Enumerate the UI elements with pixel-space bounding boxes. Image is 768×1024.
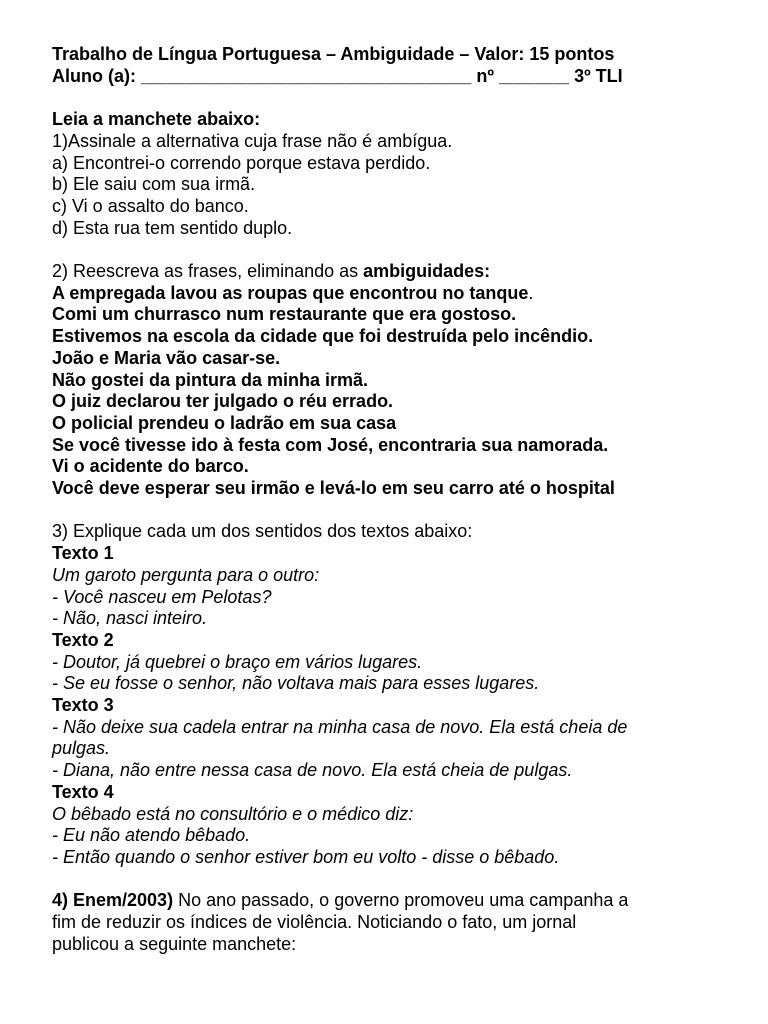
spacer	[52, 87, 728, 109]
q3-text-line: - Não, nasci inteiro.	[52, 608, 208, 629]
q3-text-line: - Você nasceu em Pelotas?	[52, 586, 272, 607]
q4-line: fim de reduzir os índices de violência. Noticiando o fato, um jornal	[52, 912, 577, 933]
q2-sentence-text: A empregada lavou as roupas que encontrou no tanque	[52, 282, 529, 303]
student-line	[52, 66, 728, 88]
q4-label: 4) Enem/2003)	[52, 890, 174, 911]
q3-text-line: pulgas.	[52, 738, 111, 759]
q2-sentence: Você deve esperar seu irmão e levá-lo em seu carro até o hospital	[52, 478, 615, 499]
q2-question-prefix: 2) Reescreva as frases, eliminando as	[52, 261, 359, 281]
q2-sentence: O policial prendeu o ladrão em sua casa	[52, 412, 397, 433]
spacer	[52, 239, 728, 261]
q1-option-b: b) Ele saiu com sua irmã.	[52, 174, 256, 195]
q3-question: 3) Explique cada um dos sentidos dos textos abaixo:	[52, 521, 473, 542]
q2-sentence: Se você tivesse ido à festa com José, encontraria sua namorada.	[52, 434, 609, 455]
q3-text-title: Texto 2	[52, 629, 114, 650]
q4-line: publicou a seguinte manchete:	[52, 933, 297, 954]
q1-intro: Leia a manchete abaixo:	[52, 109, 261, 130]
student-label: Aluno (a):	[52, 65, 136, 86]
q3-text-title: Texto 1	[52, 543, 114, 564]
q1-option-d: d) Esta rua tem sentido duplo.	[52, 217, 293, 238]
q3-text-line: - Não deixe sua cadela entrar na minha casa de novo. Ela está cheia de	[52, 716, 628, 737]
q1-option-a: a) Encontrei-o correndo porque estava perdido.	[52, 152, 431, 173]
q3-text-title: Texto 3	[52, 695, 114, 716]
spacer	[52, 869, 728, 891]
q3-text-title: Texto 4	[52, 781, 114, 802]
q2-question-keyword: ambiguidades:	[363, 261, 491, 281]
number-blank[interactable]: _______	[498, 65, 570, 86]
q2-sentence	[52, 283, 728, 305]
q2-sentence: Estivemos na escola da cidade que foi destruída pelo incêndio.	[52, 326, 594, 347]
q3-text-line: - Se eu fosse o senhor, não voltava mais para esses lugares.	[52, 673, 540, 694]
number-label: nº	[476, 65, 494, 86]
q2-sentence-period: .	[528, 282, 534, 303]
q3-text-line: O bêbado está no consultório e o médico diz:	[52, 803, 414, 824]
q2-question	[52, 261, 728, 283]
q3-text-line: Um garoto pergunta para o outro:	[52, 564, 320, 585]
q3-text-line: - Eu não atendo bêbado.	[52, 825, 251, 846]
student-name-blank[interactable]: _________________________________	[141, 65, 472, 86]
q2-sentence: Vi o acidente do barco.	[52, 456, 249, 477]
q1-question: 1)Assinale a alternativa cuja frase não é ambígua.	[52, 130, 453, 151]
q4-text: No ano passado, o governo promoveu uma campanha a	[178, 890, 629, 911]
class-label: 3º TLI	[574, 65, 623, 86]
q2-sentence: Comi um churrasco num restaurante que era gostoso.	[52, 304, 517, 325]
q3-text-line: - Então quando o senhor estiver bom eu volto - disse o bêbado.	[52, 846, 560, 867]
q3-text-line: - Doutor, já quebrei o braço em vários lugares.	[52, 651, 423, 672]
q4-line	[52, 890, 728, 912]
q1-option-c: c) Vi o assalto do banco.	[52, 195, 249, 216]
q3-text-line: - Diana, não entre nessa casa de novo. Ela está cheia de pulgas.	[52, 760, 573, 781]
spacer	[52, 500, 728, 522]
q2-sentence: O juiz declarou ter julgado o réu errado.	[52, 391, 394, 412]
document-title: Trabalho de Língua Portuguesa – Ambiguidade – Valor: 15 pontos	[52, 44, 615, 64]
q2-sentence: Não gostei da pintura da minha irmã.	[52, 369, 369, 390]
q2-sentence: João e Maria vão casar-se.	[52, 347, 281, 368]
